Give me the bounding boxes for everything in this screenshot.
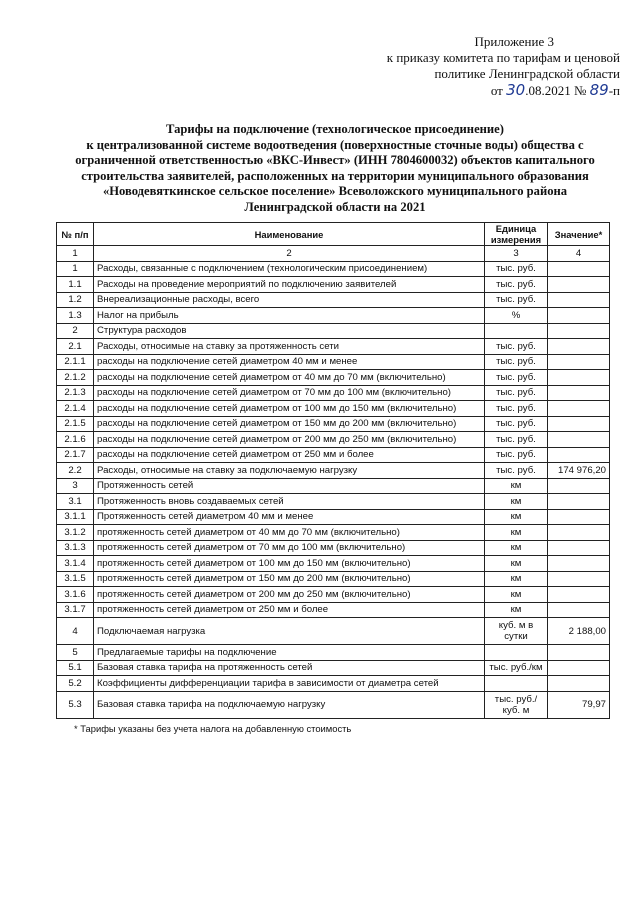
row-unit	[485, 676, 548, 692]
date-rest: .08.2021 №	[525, 83, 587, 98]
row-num: 3.1.5	[57, 571, 94, 587]
table-header-row	[57, 223, 610, 246]
index-cell: 3	[485, 246, 548, 262]
row-num: 2.2	[57, 463, 94, 479]
date-day-handwritten: 30	[506, 81, 526, 99]
table-row	[57, 540, 610, 556]
footnote: * Тарифы указаны без учета налога на добавленную стоимость	[74, 723, 352, 734]
row-unit: тыс. руб./куб. м	[485, 691, 548, 718]
row-value	[548, 602, 610, 618]
row-unit: км	[485, 556, 548, 572]
table-row	[57, 556, 610, 572]
row-value	[548, 308, 610, 324]
row-unit	[485, 323, 548, 339]
table-row	[57, 308, 610, 324]
row-value	[548, 323, 610, 339]
appendix-block	[330, 34, 620, 99]
row-name: протяженность сетей диаметром от 250 мм и более	[94, 602, 485, 618]
row-value	[548, 540, 610, 556]
row-num: 3	[57, 478, 94, 494]
row-unit: тыс. руб.	[485, 447, 548, 463]
row-unit: тыс. руб.	[485, 401, 548, 417]
row-num: 5.1	[57, 660, 94, 676]
row-name: Расходы, связанные с подключением (технологическим присоединением)	[94, 261, 485, 277]
row-value	[548, 401, 610, 417]
row-name: протяженность сетей диаметром от 200 мм до 250 мм (включительно)	[94, 587, 485, 603]
table-row	[57, 261, 610, 277]
row-name: Предлагаемые тарифы на подключение	[94, 645, 485, 661]
row-unit: тыс. руб.	[485, 261, 548, 277]
row-name: расходы на подключение сетей диаметром от 200 мм до 250 мм (включительно)	[94, 432, 485, 448]
row-unit: км	[485, 540, 548, 556]
row-num: 2.1.7	[57, 447, 94, 463]
row-num: 3.1.3	[57, 540, 94, 556]
table-row	[57, 676, 610, 692]
row-name: протяженность сетей диаметром от 40 мм до 70 мм (включительно)	[94, 525, 485, 541]
header-name: Наименование	[94, 223, 485, 246]
row-unit: км	[485, 525, 548, 541]
row-value	[548, 339, 610, 355]
row-value: 2 188,00	[548, 618, 610, 645]
row-unit: тыс. руб.	[485, 339, 548, 355]
appendix-line-2: политике Ленинградской области	[434, 66, 620, 81]
row-unit: тыс. руб./км	[485, 660, 548, 676]
row-name: Внереализационные расходы, всего	[94, 292, 485, 308]
heading-line: Тарифы на подключение (технологическое присоединение)	[166, 122, 504, 136]
row-value	[548, 509, 610, 525]
row-unit: тыс. руб.	[485, 416, 548, 432]
row-unit: куб. м в сутки	[485, 618, 548, 645]
row-unit: тыс. руб.	[485, 385, 548, 401]
row-value	[548, 354, 610, 370]
row-unit: км	[485, 602, 548, 618]
row-name: Подключаемая нагрузка	[94, 618, 485, 645]
row-value	[548, 432, 610, 448]
row-num: 2.1.1	[57, 354, 94, 370]
row-name: протяженность сетей диаметром от 100 мм до 150 мм (включительно)	[94, 556, 485, 572]
row-num: 3.1	[57, 494, 94, 510]
row-name: расходы на подключение сетей диаметром 40 мм и менее	[94, 354, 485, 370]
table-row	[57, 463, 610, 479]
row-name: Протяженность сетей	[94, 478, 485, 494]
row-num: 3.1.6	[57, 587, 94, 603]
row-name: Расходы на проведение мероприятий по подключению заявителей	[94, 277, 485, 293]
row-value	[548, 525, 610, 541]
row-value: 174 976,20	[548, 463, 610, 479]
row-unit: км	[485, 587, 548, 603]
table-row	[57, 277, 610, 293]
doc-number-handwritten: 89	[589, 81, 609, 99]
row-name: Структура расходов	[94, 323, 485, 339]
row-num: 1.3	[57, 308, 94, 324]
row-value	[548, 676, 610, 692]
table-row	[57, 618, 610, 645]
table-row	[57, 509, 610, 525]
row-value	[548, 370, 610, 386]
row-unit: тыс. руб.	[485, 432, 548, 448]
document-heading	[40, 122, 630, 215]
row-name: расходы на подключение сетей диаметром от 150 мм до 200 мм (включительно)	[94, 416, 485, 432]
row-value	[548, 416, 610, 432]
table-row	[57, 370, 610, 386]
row-num: 5.2	[57, 676, 94, 692]
row-name: Протяженность вновь создаваемых сетей	[94, 494, 485, 510]
row-num: 3.1.4	[57, 556, 94, 572]
row-num: 1.1	[57, 277, 94, 293]
row-num: 4	[57, 618, 94, 645]
row-value	[548, 571, 610, 587]
row-value	[548, 645, 610, 661]
row-num: 3.1.7	[57, 602, 94, 618]
row-value	[548, 587, 610, 603]
row-unit: км	[485, 571, 548, 587]
row-name: Протяженность сетей диаметром 40 мм и менее	[94, 509, 485, 525]
row-name: Базовая ставка тарифа на протяженность сетей	[94, 660, 485, 676]
row-name: Налог на прибыль	[94, 308, 485, 324]
row-num: 1	[57, 261, 94, 277]
row-value	[548, 447, 610, 463]
row-value	[548, 478, 610, 494]
appendix-date-line	[330, 82, 620, 99]
date-prefix: от	[490, 83, 503, 98]
row-name: Базовая ставка тарифа на подключаемую нагрузку	[94, 691, 485, 718]
index-cell: 4	[548, 246, 610, 262]
row-value	[548, 292, 610, 308]
table-row	[57, 401, 610, 417]
row-num: 2.1.5	[57, 416, 94, 432]
row-name: расходы на подключение сетей диаметром от 70 мм до 100 мм (включительно)	[94, 385, 485, 401]
heading-line: к централизованной системе водоотведения (поверхностные сточные воды) общества с	[86, 137, 584, 152]
row-value	[548, 261, 610, 277]
doc-suffix: -п	[608, 83, 620, 98]
table-body	[57, 261, 610, 718]
heading-line: Ленинградской области на 2021	[244, 199, 426, 214]
row-unit: %	[485, 308, 548, 324]
row-unit: тыс. руб.	[485, 370, 548, 386]
row-num: 2.1.2	[57, 370, 94, 386]
table-row	[57, 354, 610, 370]
row-unit: тыс. руб.	[485, 292, 548, 308]
table-row	[57, 478, 610, 494]
row-unit: км	[485, 494, 548, 510]
table-row	[57, 691, 610, 718]
tariff-table	[56, 222, 610, 719]
row-num: 2	[57, 323, 94, 339]
row-num: 2.1.4	[57, 401, 94, 417]
row-unit: км	[485, 509, 548, 525]
row-name: протяженность сетей диаметром от 70 мм до 100 мм (включительно)	[94, 540, 485, 556]
row-unit: км	[485, 478, 548, 494]
row-name: Коэффициенты дифференциации тарифа в зависимости от диаметра сетей	[94, 676, 485, 692]
table-row	[57, 339, 610, 355]
row-num: 3.1.1	[57, 509, 94, 525]
header-num: № п/п	[57, 223, 94, 246]
table-row	[57, 571, 610, 587]
table-row	[57, 432, 610, 448]
header-unit: Единица измерения	[485, 223, 548, 246]
table-row	[57, 385, 610, 401]
row-value	[548, 660, 610, 676]
row-unit	[485, 645, 548, 661]
row-value	[548, 556, 610, 572]
heading-line: строительства заявителей, расположенных на территории муниципального образования	[81, 168, 589, 183]
heading-line: ограниченной ответственностью «ВКС-Инвест» (ИНН 7804600032) объектов капитального	[75, 153, 595, 167]
header-value: Значение*	[548, 223, 610, 246]
index-cell: 2	[94, 246, 485, 262]
row-name: протяженность сетей диаметром от 150 мм до 200 мм (включительно)	[94, 571, 485, 587]
row-num: 3.1.2	[57, 525, 94, 541]
row-unit: тыс. руб.	[485, 277, 548, 293]
row-value	[548, 277, 610, 293]
row-num: 1.2	[57, 292, 94, 308]
table-index-row	[57, 246, 610, 262]
row-name: расходы на подключение сетей диаметром от 100 мм до 150 мм (включительно)	[94, 401, 485, 417]
row-num: 5	[57, 645, 94, 661]
row-name: расходы на подключение сетей диаметром от 250 мм и более	[94, 447, 485, 463]
table-row	[57, 494, 610, 510]
row-name: расходы на подключение сетей диаметром от 40 мм до 70 мм (включительно)	[94, 370, 485, 386]
row-value	[548, 385, 610, 401]
row-num: 2.1.6	[57, 432, 94, 448]
index-cell: 1	[57, 246, 94, 262]
table-row	[57, 447, 610, 463]
heading-line: «Новодевяткинское сельское поселение» Всеволожского муниципального района	[102, 184, 568, 198]
row-num: 5.3	[57, 691, 94, 718]
row-num: 2.1.3	[57, 385, 94, 401]
row-value: 79,97	[548, 691, 610, 718]
row-name: Расходы, относимые на ставку за протяженность сети	[94, 339, 485, 355]
table-row	[57, 660, 610, 676]
table-row	[57, 525, 610, 541]
table-row	[57, 292, 610, 308]
table-row	[57, 416, 610, 432]
row-value	[548, 494, 610, 510]
table-row	[57, 323, 610, 339]
row-num: 2.1	[57, 339, 94, 355]
appendix-title: Приложение 3	[474, 34, 554, 49]
appendix-line-1: к приказу комитета по тарифам и ценовой	[386, 50, 620, 65]
table-row	[57, 602, 610, 618]
table-row	[57, 645, 610, 661]
row-unit: тыс. руб.	[485, 354, 548, 370]
row-name: Расходы, относимые на ставку за подключаемую нагрузку	[94, 463, 485, 479]
row-unit: тыс. руб.	[485, 463, 548, 479]
table-row	[57, 587, 610, 603]
